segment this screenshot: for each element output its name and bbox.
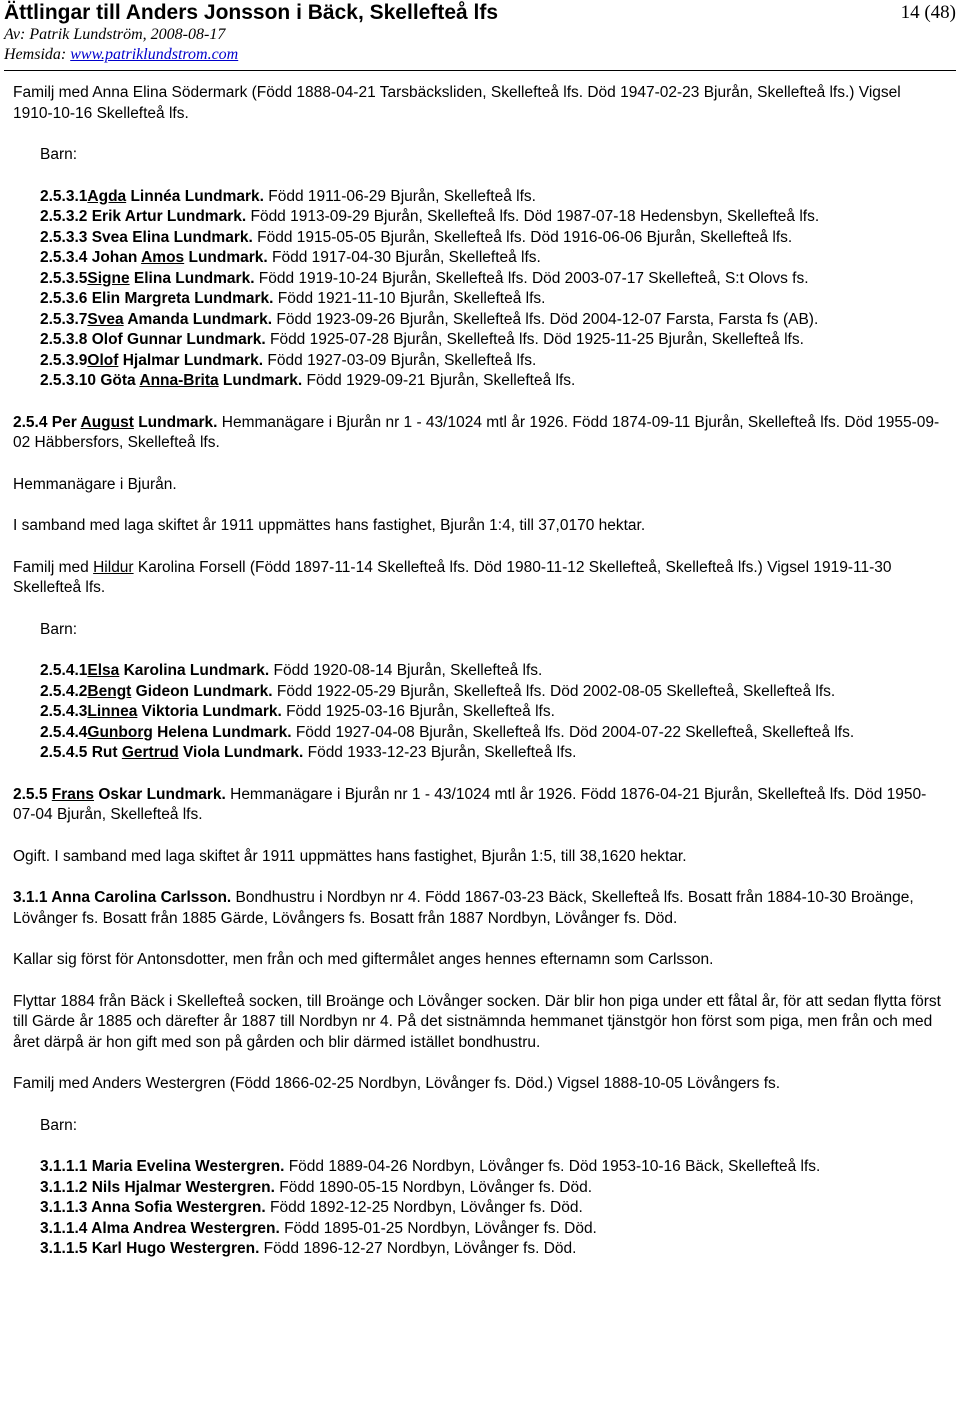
child-info: Född 1889-04-26 Nordbyn, Lövånger fs. Död 1953-10-16 Bäck, Skellefteå lfs. [284,1158,821,1175]
family-1-children [40,187,943,392]
child-name: 2.5.4.3Linnea Viktoria Lundmark. [40,703,282,720]
document-title: Ättlingar till Anders Jonsson i Bäck, Skellefteå lfs [4,1,499,24]
family-1-marriage: Familj med Anna Elina Södermark (Född 1888-04-21 Tarsbäcksliden, Skellefteå lfs. Död 1947-02-23 Bjurån, Skellefteå lfs.) Vigsel 1910-10-16 Skellefteå lfs. [13,84,901,122]
author: Patrik Lundström, 2008-08-17 [29,26,226,43]
family-2-barn-label: Barn: [40,620,78,638]
child-entry [40,289,943,310]
child-entry [40,723,943,744]
document-body [13,83,943,1281]
child-info: Född 1919-10-24 Bjurån, Skellefteå lfs. Död 2003-07-17 Skellefteå, S:t Olovs fs. [254,269,809,287]
child-info: Född 1915-05-05 Bjurån, Skellefteå lfs. Död 1916-06-06 Bjurån, Skellefteå lfs. [252,228,793,246]
child-entry [40,682,943,703]
person-3-1-1 [13,888,943,929]
child-entry [40,702,943,723]
person-3-1-1-note-1: Kallar sig först för Antonsdotter, men från och med giftermålet anges hennes efternamn som Carlsson. [13,951,714,968]
child-name: 2.5.3.10 Göta Anna-Brita Lundmark. [40,372,303,389]
author-label: Av: [4,26,30,43]
child-name: 2.5.3.5Signe Elina Lundmark. [40,269,255,287]
child-entry [40,351,943,372]
child-entry [40,1198,943,1219]
child-entry [40,248,943,269]
child-info: Född 1917-04-30 Bjurån, Skellefteå lfs. [267,249,541,266]
child-name: 2.5.3.7Svea Amanda Lundmark. [40,310,273,328]
family-2-marriage: Familj med Hildur Karolina Forsell (Född 1897-11-14 Skellefteå lfs. Död 1980-11-12 Skellefteå, Skellefteå lfs.) Vigsel 1919-11-30 Skellefteå lfs. [13,558,892,596]
child-name: 2.5.4.5 Rut Gertrud Viola Lundmark. [40,744,304,761]
person-2-5-5-note: Ogift. I samband med laga skiftet år 1911 uppmättes hans fastighet, Bjurån 1:5, till 38,1620 hektar. [13,847,687,865]
child-entry [40,661,943,682]
person-info: Bondhustru i Nordbyn nr 4. Född 1867-03-23 Bäck, Skellefteå lfs. Bosatt från 1884-10-30 Broänge, Lövånger fs. Bosatt från 1885 Gärde, Lövångers fs. Bosatt från 1887 Nordbyn, Lövånger fs. Död. [13,889,914,927]
homepage-line [4,45,238,65]
family-3-barn-label: Barn: [40,1116,78,1134]
child-entry [40,187,943,208]
person-info: Hemmanägare i Bjurån nr 1 - 43/1024 mtl år 1926. Född 1874-09-11 Bjurån, Skellefteå lfs. Död 1955-09-02 Häbbersfors, Skellefteå lfs. [13,413,940,451]
child-info: Född 1923-09-26 Bjurån, Skellefteå lfs. Död 2004-12-07 Farsta, Farsta fs (AB). [272,310,819,328]
child-info: Född 1892-12-25 Nordbyn, Lövånger fs. Död. [265,1199,583,1216]
child-name: 2.5.3.1Agda Linnéa Lundmark. [40,187,264,205]
child-entry [40,269,943,290]
child-info: Född 1927-04-08 Bjurån, Skellefteå lfs. Död 2004-07-22 Skellefteå, Skellefteå lfs. [291,723,855,741]
child-info: Född 1921-11-10 Bjurån, Skellefteå lfs. [273,290,546,307]
child-name: 2.5.3.2 Erik Artur Lundmark. [40,208,247,225]
child-info: Född 1925-03-16 Bjurån, Skellefteå lfs. [281,703,555,720]
child-name: 2.5.3.9Olof Hjalmar Lundmark. [40,351,264,369]
person-name: 3.1.1 Anna Carolina Carlsson. [13,889,232,906]
child-entry [40,310,943,331]
person-name: 2.5.4 Per August Lundmark. [13,413,218,431]
person-2-5-4-note-1: Hemmanägare i Bjurån. [13,475,177,493]
child-info: Född 1929-09-21 Bjurån, Skellefteå lfs. [302,372,576,389]
child-name: 2.5.3.8 Olof Gunnar Lundmark. [40,331,266,348]
child-entry [40,330,943,351]
header-divider [4,70,956,71]
child-info: Född 1896-12-27 Nordbyn, Lövånger fs. Död. [259,1240,577,1257]
child-entry [40,743,943,764]
child-info: Född 1922-05-29 Bjurån, Skellefteå lfs. Död 2002-08-05 Skellefteå, Skellefteå lfs. [272,682,836,700]
child-info: Född 1933-12-23 Bjurån, Skellefteå lfs. [303,744,577,761]
family-2-children [40,661,943,764]
family-3-marriage: Familj med Anders Westergren (Född 1866-02-25 Nordbyn, Lövånger fs. Död.) Vigsel 1888-10-05 Lövångers fs. [13,1075,781,1092]
family-3-children [40,1157,943,1260]
child-info: Född 1895-01-25 Nordbyn, Lövånger fs. Död. [279,1219,597,1237]
child-info: Född 1890-05-15 Nordbyn, Lövånger fs. Död. [274,1178,593,1196]
author-line [4,25,225,45]
child-name: 2.5.4.1Elsa Karolina Lundmark. [40,662,270,679]
child-entry [40,1178,943,1199]
child-name: 3.1.1.1 Maria Evelina Westergren. [40,1158,285,1175]
child-entry [40,1219,943,1240]
child-name: 2.5.3.3 Svea Elina Lundmark. [40,228,253,246]
child-entry [40,1239,943,1260]
child-name: 3.1.1.2 Nils Hjalmar Westergren. [40,1178,275,1196]
child-name: 2.5.3.4 Johan Amos Lundmark. [40,249,268,266]
child-name: 2.5.4.4Gunborg Helena Lundmark. [40,723,292,741]
child-name: 3.1.1.5 Karl Hugo Westergren. [40,1240,260,1257]
person-name: 2.5.5 Frans Oskar Lundmark. [13,785,226,803]
person-3-1-1-note-2: Flyttar 1884 från Bäck i Skellefteå socken, till Broänge och Lövånger socken. Där blir hon piga under ett fåtal år, för att sedan flytta först till Gärde år 1885 och därefter år 1887 till Nordbyn nr 4. På det sistnämnda hemmanet tjänstgör hon först som piga, men från och med året därpå är hon gift med son på gården och blir därmed istället bondhustru. [13,992,941,1051]
child-info: Född 1927-03-09 Bjurån, Skellefteå lfs. [263,351,537,369]
child-entry [40,371,943,392]
child-info: Född 1925-07-28 Bjurån, Skellefteå lfs. Död 1925-11-25 Bjurån, Skellefteå lfs. [265,331,804,348]
child-info: Född 1913-09-29 Bjurån, Skellefteå lfs. Död 1987-07-18 Hedensbyn, Skellefteå lfs. [246,208,820,225]
child-name: 3.1.1.4 Alma Andrea Westergren. [40,1219,280,1237]
child-entry [40,228,943,249]
page-number: 14 (48) [900,2,956,23]
homepage-link[interactable]: www.patriklundstrom.com [70,46,239,63]
person-2-5-4 [13,413,943,454]
child-entry [40,1157,943,1178]
person-2-5-5 [13,785,943,826]
person-2-5-4-note-2: I samband med laga skiftet år 1911 uppmättes hans fastighet, Bjurån 1:4, till 37,0170 hektar. [13,517,646,534]
person-info: Hemmanägare i Bjurån nr 1 - 43/1024 mtl år 1926. Född 1876-04-21 Bjurån, Skellefteå lfs. Död 1950-07-04 Bjurån, Skellefteå lfs. [13,785,927,823]
homepage-label: Hemsida: [4,46,71,63]
child-info: Född 1911-06-29 Bjurån, Skellefteå lfs. [263,187,536,205]
child-name: 2.5.4.2Bengt Gideon Lundmark. [40,682,273,700]
child-info: Född 1920-08-14 Bjurån, Skellefteå lfs. [269,662,543,679]
child-entry [40,207,943,228]
child-name: 3.1.1.3 Anna Sofia Westergren. [40,1199,266,1216]
family-1-barn-label: Barn: [40,146,78,163]
child-name: 2.5.3.6 Elin Margreta Lundmark. [40,290,274,307]
